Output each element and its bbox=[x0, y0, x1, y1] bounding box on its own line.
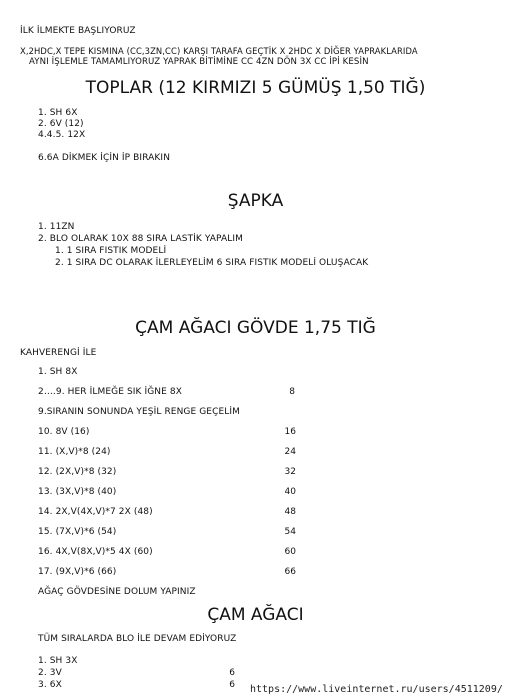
intro-line: İLK İLMEKTE BAŞLIYORUZ bbox=[20, 26, 136, 36]
intro-line: AYNI İŞLEMLE TAMAMLIYORUZ YAPRAK BİTİMİNE CC 4ZN DÖN 3X CC İPİ KESİN bbox=[29, 57, 369, 67]
row-count: 54 bbox=[284, 527, 296, 537]
row-label: 16. 4X,V(8X,V)*5 4X (60) bbox=[38, 547, 153, 557]
list-item: 1. 11ZN bbox=[38, 222, 75, 232]
color-note: KAHVERENGİ İLE bbox=[20, 348, 97, 358]
row-label: 15. (7X,V)*6 (54) bbox=[38, 527, 117, 537]
govde-note: AĞAÇ GÖVDESİNE DOLUM YAPINIZ bbox=[38, 587, 196, 597]
row-count: 16 bbox=[284, 427, 296, 437]
row-label: 9.SIRANIN SONUNDA YEŞİL RENGE GEÇELİM bbox=[38, 407, 241, 417]
row-label: 13. (3X,V)*8 (40) bbox=[38, 487, 117, 497]
row-count: 32 bbox=[284, 467, 296, 477]
row-label: 11. (X,V)*8 (24) bbox=[38, 447, 111, 457]
row-label: 1. SH 3X bbox=[38, 656, 78, 666]
row-count: 60 bbox=[284, 547, 296, 557]
watermark-link[interactable]: https://www.liveinternet.ru/users/4511209/ bbox=[250, 684, 503, 695]
agac-note: TÜM SIRALARDA BLO İLE DEVAM EDİYORUZ bbox=[38, 634, 237, 644]
section-title-sapka: ŞAPKA bbox=[227, 191, 284, 211]
list-item: 2. BLO OLARAK 10X 88 SIRA LASTİK YAPALIM bbox=[38, 234, 243, 244]
row-count: 66 bbox=[284, 567, 296, 577]
sub-list-item: 1. 1 SIRA FISTIK MODELİ bbox=[55, 246, 167, 256]
row-label: 3. 6X bbox=[38, 680, 62, 690]
section-title-toplar: TOPLAR (12 KIRMIZI 5 GÜMÜŞ 1,50 TIĞ) bbox=[85, 78, 426, 98]
row-label: 14. 2X,V(4X,V)*7 2X (48) bbox=[38, 507, 153, 517]
list-item: 4.4.5. 12X bbox=[38, 130, 86, 140]
row-count: 6 bbox=[229, 668, 235, 678]
row-label: 17. (9X,V)*6 (66) bbox=[38, 567, 117, 577]
row-label: 12. (2X,V)*8 (32) bbox=[38, 467, 117, 477]
list-item: 1. SH 6X bbox=[38, 108, 78, 118]
row-label: 10. 8V (16) bbox=[38, 427, 90, 437]
row-label: 2….9. HER İLMEĞE SIK İĞNE 8X bbox=[38, 387, 182, 397]
sub-list-item: 2. 1 SIRA DC OLARAK İLERLEYELİM 6 SIRA FISTIK MODELİ OLUŞACAK bbox=[55, 258, 369, 268]
row-count: 6 bbox=[229, 680, 235, 690]
row-count: 8 bbox=[289, 387, 295, 397]
intro-line: X,2HDC,X TEPE KISMINA (CC,3ZN,CC) KARŞI TARAFA GEÇTİK X 2HDC X DİĞER YAPRAKLARIDA bbox=[20, 46, 418, 56]
row-count: 48 bbox=[284, 507, 296, 517]
row-count: 40 bbox=[284, 487, 296, 497]
section-title-agac: ÇAM AĞACI bbox=[207, 605, 304, 625]
section-title-govde: ÇAM AĞACI GÖVDE 1,75 TIĞ bbox=[135, 318, 376, 338]
row-count: 24 bbox=[284, 447, 296, 457]
list-item: 2. 6V (12) bbox=[38, 119, 84, 129]
row-label: 1. SH 8X bbox=[38, 367, 78, 377]
row-label: 2. 3V bbox=[38, 668, 62, 678]
toplar-note: 6.6A DİKMEK İÇİN İP BIRAKIN bbox=[38, 153, 171, 163]
